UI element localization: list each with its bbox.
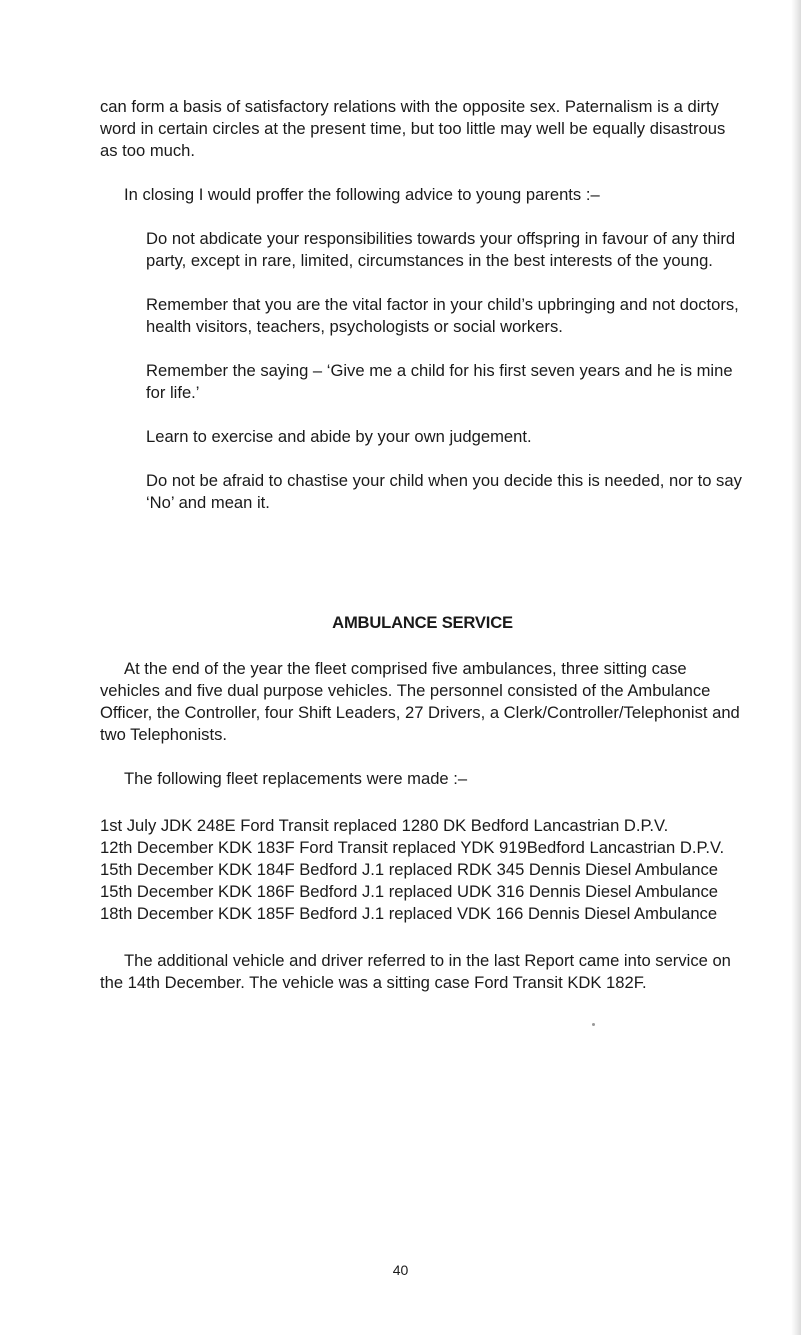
advice-item: Remember that you are the vital factor in your child’s upbringing and not doctors, health visitors, teachers, psychologists or social workers. — [146, 295, 739, 336]
advice-list — [100, 228, 745, 514]
additional-paragraph: The additional vehicle and driver referred to in the last Report came into service on the 14th December. The vehicle was a sitting case Ford Transit KDK 182F. — [100, 951, 731, 992]
replacement-row: 15th December KDK 184F Bedford J.1 replaced RDK 345 Dennis Diesel Ambulance — [100, 860, 718, 879]
replacement-row: 12th December KDK 183F Ford Transit replaced YDK 919Bedford Lancastrian D.P.V. — [100, 838, 725, 857]
page-edge-shadow — [791, 0, 801, 1335]
advice-item: Remember the saying – ‘Give me a child for his first seven years and he is mine for life.’ — [146, 361, 733, 402]
page-number: 40 — [392, 1262, 409, 1278]
replacements-list — [100, 815, 745, 925]
replacement-row: 15th December KDK 186F Bedford J.1 replaced UDK 316 Dennis Diesel Ambulance — [100, 882, 718, 901]
closing-paragraph: In closing I would proffer the following advice to young parents :– — [124, 185, 600, 204]
document-page — [100, 96, 745, 994]
section-heading: AMBULANCE SERVICE — [332, 613, 513, 632]
replacement-row: 18th December KDK 185F Bedford J.1 replaced VDK 166 Dennis Diesel Ambulance — [100, 904, 718, 923]
intro-paragraph: can form a basis of satisfactory relations with the opposite sex. Paternalism is a dirty word in certain circles at the present time, but too little may well be equally disastrous as too much. — [100, 97, 726, 160]
replacement-row: 1st July JDK 248E Ford Transit replaced 1280 DK Bedford Lancastrian D.P.V. — [100, 816, 669, 835]
advice-item: Learn to exercise and abide by your own judgement. — [146, 427, 532, 446]
replacements-intro: The following fleet replacements were made :– — [124, 769, 468, 788]
advice-item: Do not be afraid to chastise your child when you decide this is needed, nor to say ‘No’ and mean it. — [146, 471, 742, 512]
ink-speck — [592, 1023, 595, 1026]
fleet-paragraph: At the end of the year the fleet comprised five ambulances, three sitting case vehicles and five dual purpose vehicles. The personnel consisted of the Ambulance Officer, the Controller, four Shift Leaders, 27 Drivers, a Clerk/Controller/Telephonist and two Telephonists. — [100, 659, 740, 744]
advice-item: Do not abdicate your responsibilities towards your offspring in favour of any third party, except in rare, limited, circumstances in the best interests of the young. — [146, 229, 736, 270]
